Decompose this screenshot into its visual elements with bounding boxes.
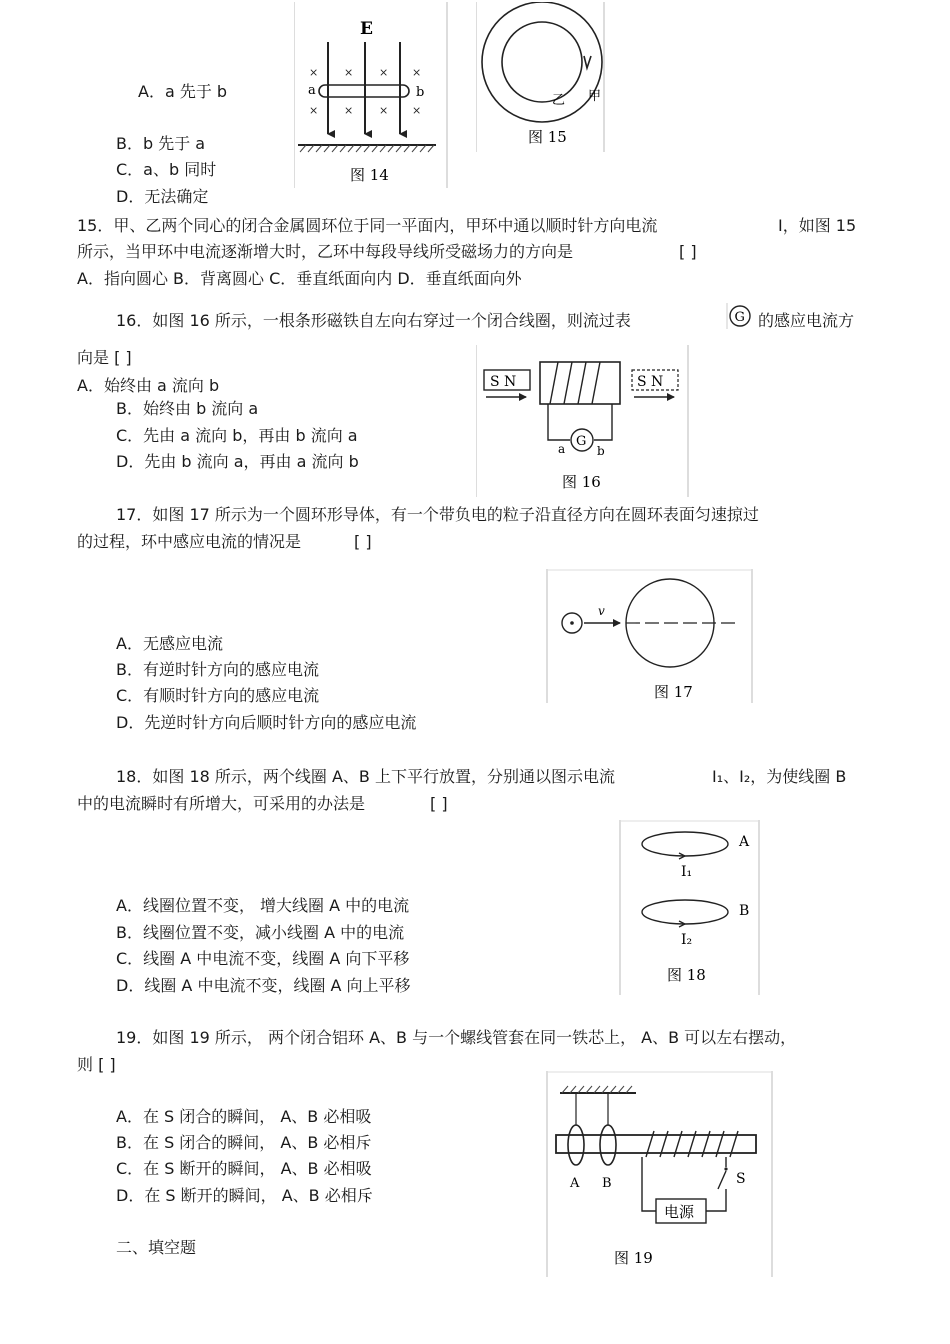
fig15-caption: 图 15 <box>528 128 567 146</box>
q19-option-b: B．在 S 闭合的瞬间， A、B 必相斥 <box>116 1133 372 1152</box>
fig19-power-label: 电源 <box>664 1203 695 1221</box>
svg-text:×: × <box>309 66 319 79</box>
fig15-label-yi: 乙 <box>552 93 566 108</box>
fig18-label-a: A <box>739 834 750 850</box>
q16-option-c: C．先由 a 流向 b，再由 b 流向 a <box>116 426 358 445</box>
fig14-label-e: E <box>360 19 373 39</box>
q19-text-line1: 19．如图 19 所示， 两个闭合铝环 A、B 与一个螺线管套在同一铁芯上， A、B 可以左右摆动， <box>116 1028 797 1047</box>
fig16-caption: 图 16 <box>562 473 601 491</box>
q15-text-line1-right: I，如图 15 <box>778 216 857 235</box>
figure-16 <box>476 345 690 497</box>
fig18-caption: 图 18 <box>667 966 706 984</box>
fig19-label-a: A <box>570 1176 580 1191</box>
q18-option-b: B．线圈位置不变，减小线圈 A 中的电流 <box>116 923 405 942</box>
q18-text-line1-right: I₁、I₂，为使线圈 B <box>712 767 847 786</box>
q15-answer-bracket: [ ] <box>679 242 697 261</box>
q15-text-line1: 15．甲、乙两个同心的闭合金属圆环位于同一平面内，甲环中通以顺时针方向电流 <box>77 216 658 235</box>
q17-answer-bracket: [ ] <box>354 532 372 551</box>
q17-text-line1: 17．如图 17 所示为一个圆环形导体，有一个带负电的粒子沿直径方向在圆环表面匀速掠过 <box>116 505 759 524</box>
figure-19 <box>546 1071 774 1277</box>
svg-text:×: × <box>344 104 354 117</box>
fig16-label-a: a <box>558 442 566 456</box>
fig17-caption: 图 17 <box>654 683 693 701</box>
figure-14 <box>294 2 449 188</box>
svg-text:×: × <box>309 104 319 117</box>
svg-text:×: × <box>379 66 389 79</box>
q18-option-c: C．线圈 A 中电流不变，线圈 A 向下平移 <box>116 949 410 968</box>
section-2-title: 二、填空题 <box>116 1238 197 1257</box>
figure-15 <box>476 2 606 154</box>
fig19-label-b: B <box>602 1176 612 1191</box>
q18-option-d: D．线圈 A 中电流不变，线圈 A 向上平移 <box>116 976 411 995</box>
q18-answer-bracket: [ ] <box>430 794 448 813</box>
q17-option-d: D．先逆时针方向后顺时针方向的感应电流 <box>116 713 417 732</box>
q16-text-line1: 16．如图 16 所示，一根条形磁铁自左向右穿过一个闭合线圈，则流过表 <box>116 311 631 330</box>
q18-text-line1: 18．如图 18 所示，两个线圈 A、B 上下平行放置，分别通以图示电流 <box>116 767 615 786</box>
figure-17 <box>546 569 754 703</box>
q17-text-line2: 的过程，环中感应电流的情况是 <box>77 532 302 551</box>
q14-option-c: C．a、b 同时 <box>116 160 217 179</box>
q16-text-line1-tail: 的感应电流方 <box>758 311 855 330</box>
q15-options: A．指向圆心 B．背离圆心 C．垂直纸面向内 D．垂直纸面向外 <box>77 269 522 288</box>
q18-text-line2: 中的电流瞬时有所增大，可采用的办法是 <box>77 794 366 813</box>
q14-option-b: B．b 先于 a <box>116 134 206 153</box>
q15-text-line2: 所示，当甲环中电流逐渐增大时，乙环中每段导线所受磁场力的方向是 <box>77 242 574 261</box>
fig18-label-i1: I₁ <box>681 864 693 880</box>
fig14-label-a: a <box>308 83 316 98</box>
fig19-caption: 图 19 <box>614 1249 653 1267</box>
q16-option-a: A．始终由 a 流向 b <box>77 376 220 395</box>
q16-option-b: B．始终由 b 流向 a <box>116 399 259 418</box>
svg-text:×: × <box>379 104 389 117</box>
fig19-label-s: S <box>736 1171 746 1187</box>
fig16-label-b: b <box>597 444 605 458</box>
q17-option-c: C．有顺时针方向的感应电流 <box>116 686 320 705</box>
svg-text:×: × <box>412 66 422 79</box>
fig16-magnet-right: S N <box>637 374 664 390</box>
q16-option-d: D．先由 b 流向 a，再由 a 流向 b <box>116 452 359 471</box>
q18-option-a: A．线圈位置不变， 增大线圈 A 中的电流 <box>116 896 410 915</box>
q16-text-line2: 向是 [ ] <box>77 348 132 367</box>
galvanometer-icon <box>726 303 754 329</box>
q19-option-a: A．在 S 闭合的瞬间， A、B 必相吸 <box>116 1107 372 1126</box>
fig18-label-i2: I₂ <box>681 932 693 948</box>
fig16-magnet-left: S N <box>490 374 517 390</box>
svg-text:×: × <box>412 104 422 117</box>
fig14-caption: 图 14 <box>350 166 389 184</box>
fig16-galvanometer-label: G <box>576 434 587 449</box>
q19-option-c: C．在 S 断开的瞬间， A、B 必相吸 <box>116 1159 372 1178</box>
q19-text-line2: 则 [ ] <box>77 1055 116 1074</box>
fig17-label-v: v <box>598 604 605 618</box>
q14-option-d: D．无法确定 <box>116 187 209 206</box>
fig18-label-b: B <box>739 903 750 919</box>
svg-text:G: G <box>734 310 745 325</box>
q19-option-d: D．在 S 断开的瞬间， A、B 必相斥 <box>116 1186 373 1205</box>
svg-text:×: × <box>344 66 354 79</box>
fig14-label-b: b <box>416 85 425 100</box>
figure-18 <box>619 820 761 995</box>
fig15-label-jia: 甲 <box>588 89 602 104</box>
q17-option-a: A．无感应电流 <box>116 634 223 653</box>
q14-option-a: A．a 先于 b <box>138 82 228 101</box>
q17-option-b: B．有逆时针方向的感应电流 <box>116 660 319 679</box>
